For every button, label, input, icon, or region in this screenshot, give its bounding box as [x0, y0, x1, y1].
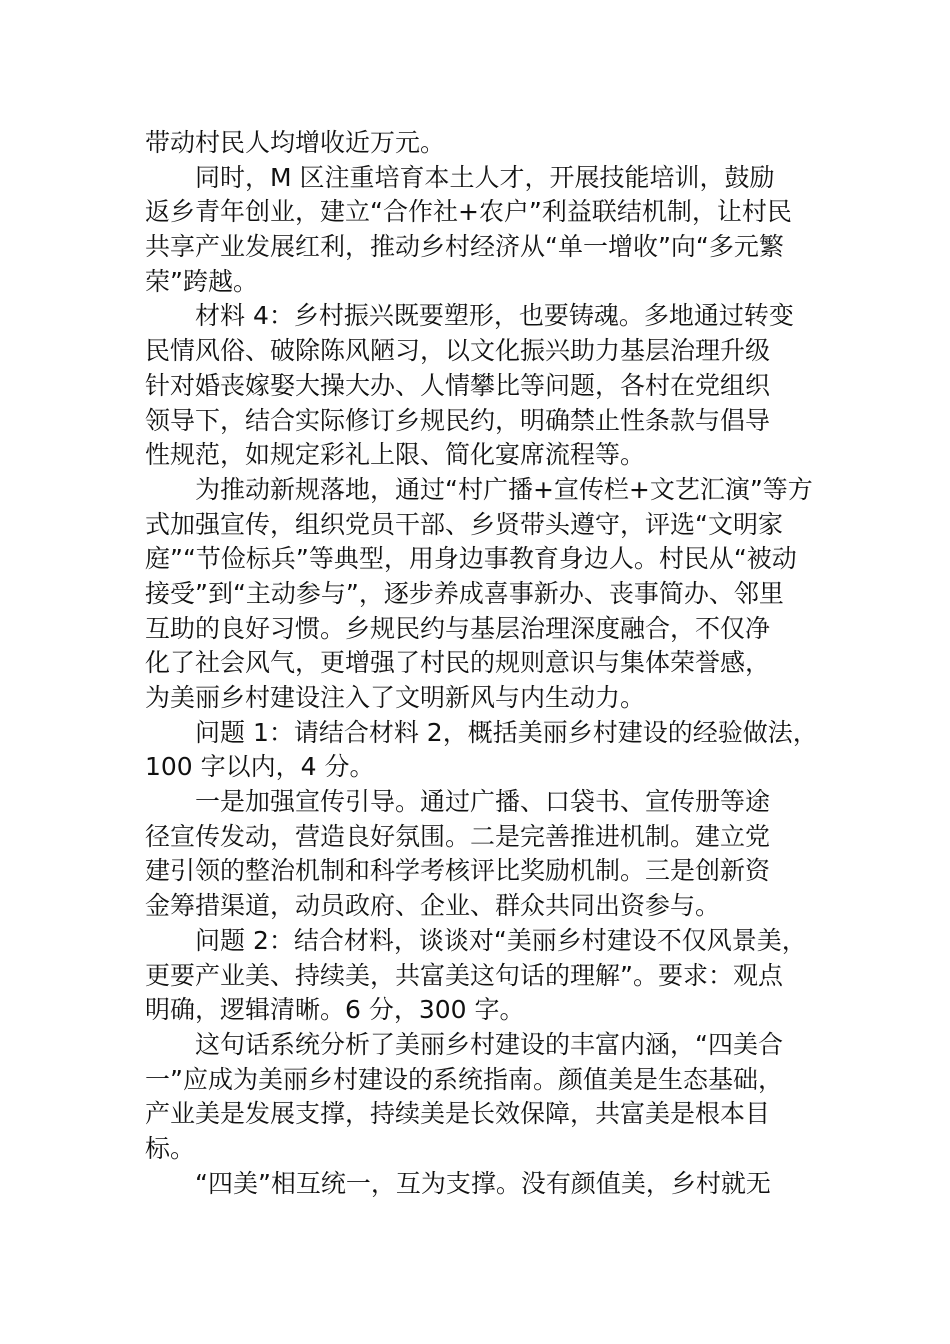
paragraph-line: 庭”“节俭标兵”等典型，用身边事教育身边人。村民从“被动	[145, 544, 797, 574]
question-line: 100 字以内，4 分。	[145, 752, 375, 782]
document-body	[145, 126, 818, 1201]
answer-line: “四美”相互统一，互为支撑。没有颜值美，乡村就无	[195, 1168, 771, 1198]
paragraph-line: 领导下，结合实际修订乡规民约，明确禁止性条款与倡导	[145, 405, 771, 435]
paragraph-line: 为美丽乡村建设注入了文明新风与内生动力。	[145, 683, 646, 712]
paragraph-line: 带动村民人均增收近万元。	[145, 128, 446, 157]
answer-line: 一是加强宣传引导。通过广播、口袋书、宣传册等途	[195, 787, 771, 817]
paragraph-line: 互助的良好习惯。乡规民约与基层治理深度融合，不仅净	[145, 613, 771, 643]
paragraph-line: 荣”跨越。	[145, 266, 258, 296]
answer-line: 标。	[145, 1133, 196, 1163]
answer-line: 金筹措渠道，动员政府、企业、群众共同出资参与。	[145, 891, 721, 921]
paragraph-line: 材料 4：乡村振兴既要塑形，也要铸魂。多地通过转变	[195, 301, 794, 331]
answer-line: 建引领的整治机制和科学考核评比奖励机制。三是创新资	[145, 856, 771, 886]
question-line: 更要产业美、持续美，共富美这句话的理解”。要求：观点	[145, 960, 783, 990]
question-line: 问题 1：请结合材料 2，概括美丽乡村建设的经验做法，	[195, 717, 818, 747]
answer-line: 产业美是发展支撑，持续美是长效保障，共富美是根本目	[145, 1099, 771, 1129]
answer-line: 这句话系统分析了美丽乡村建设的丰富内涵，“四美合	[195, 1029, 783, 1059]
paragraph-line: 民情风俗、破除陈风陋习，以文化振兴助力基层治理升级	[145, 336, 771, 366]
answer-line: 径宣传发动，营造良好氛围。二是完善推进机制。建立党	[145, 821, 771, 851]
question-line: 明确，逻辑清晰。6 分，300 字。	[145, 995, 525, 1025]
paragraph-line: 为推动新规落地，通过“村广播+宣传栏+文艺汇演”等方	[195, 474, 813, 504]
paragraph-line: 针对婚丧嫁娶大操大办、人情攀比等问题，各村在党组织	[145, 370, 771, 400]
paragraph-line: 同时，M 区注重培育本土人才，开展技能培训，鼓励	[195, 162, 775, 192]
answer-line: 一”应成为美丽乡村建设的系统指南。颜值美是生态基础，	[145, 1064, 783, 1094]
paragraph-line: 性规范，如规定彩礼上限、简化宴席流程等。	[145, 440, 646, 470]
paragraph-line: 返乡青年创业，建立“合作社+农户”利益联结机制，让村民	[145, 197, 792, 227]
paragraph-line: 接受”到“主动参与”，逐步养成喜事新办、丧事简办、邻里	[145, 578, 784, 608]
question-line: 问题 2：结合材料，谈谈对“美丽乡村建设不仅风景美，	[195, 925, 807, 955]
paragraph-line: 式加强宣传，组织党员干部、乡贤带头遵守，评选“文明家	[145, 509, 783, 539]
paragraph-line: 共享产业发展红利，推动乡村经济从“单一增收”向“多元繁	[145, 232, 784, 262]
paragraph-line: 化了社会风气，更增强了村民的规则意识与集体荣誉感，	[145, 648, 771, 678]
